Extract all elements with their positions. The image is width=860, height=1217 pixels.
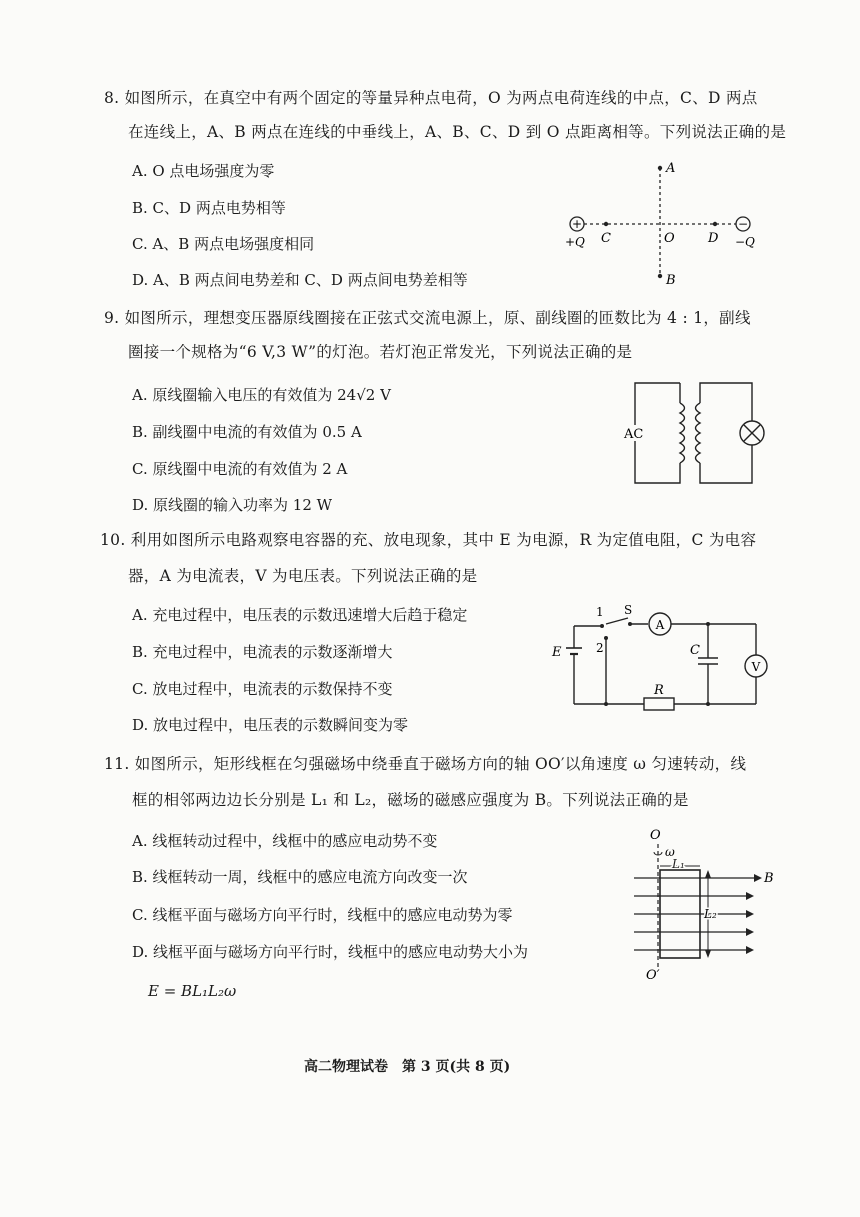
q8-label-a: A [666,161,676,176]
q9-stem-line2: 圈接一个规格为“6 V,3 W”的灯泡。若灯泡正常发光，下列说法正确的是 [128,343,633,361]
q9-stem-line1: 9. 如图所示，理想变压器原线圈接在正弦式交流电源上，原、副线圈的匝数比为 4 : 1，副线 [104,309,751,327]
q11-label-omega: ω [665,845,675,859]
q10-label-r: R [654,683,664,698]
q11-label-b: B [764,871,774,886]
q10-label-c: C [690,643,700,658]
q9-transformer-figure [620,375,780,490]
q10-option-b: B. 充电过程中，电流表的示数逐渐增大 [132,643,393,661]
q10-label-1: 1 [596,605,604,619]
q8-option-d: D. A、B 两点间电势差和 C、D 两点间电势差相等 [132,271,468,289]
q10-stem-line2: 器，A 为电流表，V 为电压表。下列说法正确的是 [128,567,478,585]
q10-circuit-figure [548,600,778,720]
page-footer: 高二物理试卷 第 3 页(共 8 页) [304,1059,511,1075]
q9-ac-label: AC [624,427,644,442]
q11-option-d: D. 线框平面与磁场方向平行时，线框中的感应电动势大小为 [132,943,529,961]
q11-label-l1: L₁ [672,857,685,871]
q11-formula: E = BL₁L₂ω [148,982,237,1000]
q8-charges-figure [560,158,770,288]
q8-label-d: D [708,231,719,246]
q9-option-b: B. 副线圈中电流的有效值为 0.5 A [132,423,362,441]
q10-voltmeter-label: V [751,660,761,674]
q10-label-e: E [552,645,562,660]
q8-label-c: C [601,231,611,246]
q10-option-a: A. 充电过程中，电压表的示数迅速增大后趋于稳定 [132,606,468,624]
q11-label-o: O [650,828,661,843]
q10-ammeter-label: A [655,618,665,632]
q10-option-c: C. 放电过程中，电流表的示数保持不变 [132,680,393,698]
q8-stem-line2: 在连线上，A、B 两点在连线的中垂线上，A、B、C、D 到 O 点距离相等。下列说法正确的是 [128,123,787,141]
q10-label-2: 2 [596,641,604,655]
q11-stem-line2: 框的相邻两边边长分别是 L₁ 和 L₂，磁场的磁感应强度为 B。下列说法正确的是 [132,791,689,809]
q11-magnetic-field-figure [620,822,780,982]
q8-option-c: C. A、B 两点电场强度相同 [132,235,315,253]
q9-option-a: A. 原线圈输入电压的有效值为 24√2 V [132,386,391,404]
q8-minus-symbol: − [737,217,749,231]
q9-option-d: D. 原线圈的输入功率为 12 W [132,496,333,514]
q8-option-a: A. O 点电场强度为零 [132,162,275,180]
q9-number: 9. [104,309,120,327]
q8-stem-line1: 8. 如图所示，在真空中有两个固定的等量异种点电荷，O 为两点电荷连线的中点，C、D 两点 [104,89,758,107]
q11-label-l2: L₂ [704,907,717,921]
q8-number: 8. [104,89,120,107]
q8-label-minus-q: −Q [735,235,755,249]
q11-option-c: C. 线框平面与磁场方向平行时，线框中的感应电动势为零 [132,906,513,924]
q10-option-d: D. 放电过程中，电压表的示数瞬间变为零 [132,716,409,734]
q10-stem-line1: 10. 利用如图所示电路观察电容器的充、放电现象，其中 E 为电源，R 为定值电阻，C 为电容 [100,531,757,549]
q8-label-b: B [666,273,676,288]
q8-label-o: O [664,231,675,246]
q11-label-o-prime: O′ [646,968,660,982]
q9-option-c: C. 原线圈中电流的有效值为 2 A [132,460,348,478]
q11-number: 11. [104,755,130,773]
q8-label-plus-q: +Q [565,235,585,249]
q11-stem-line1: 11. 如图所示，矩形线框在匀强磁场中绕垂直于磁场方向的轴 OO′以角速度 ω 匀速转动，线 [104,755,747,773]
q8-option-b: B. C、D 两点电势相等 [132,199,286,217]
q10-number: 10. [100,531,126,549]
q10-label-s: S [624,603,633,617]
q8-plus-symbol: + [571,217,583,231]
q11-option-a: A. 线框转动过程中，线框中的感应电动势不变 [132,832,438,850]
q11-option-b: B. 线框转动一周，线框中的感应电流方向改变一次 [132,868,468,886]
